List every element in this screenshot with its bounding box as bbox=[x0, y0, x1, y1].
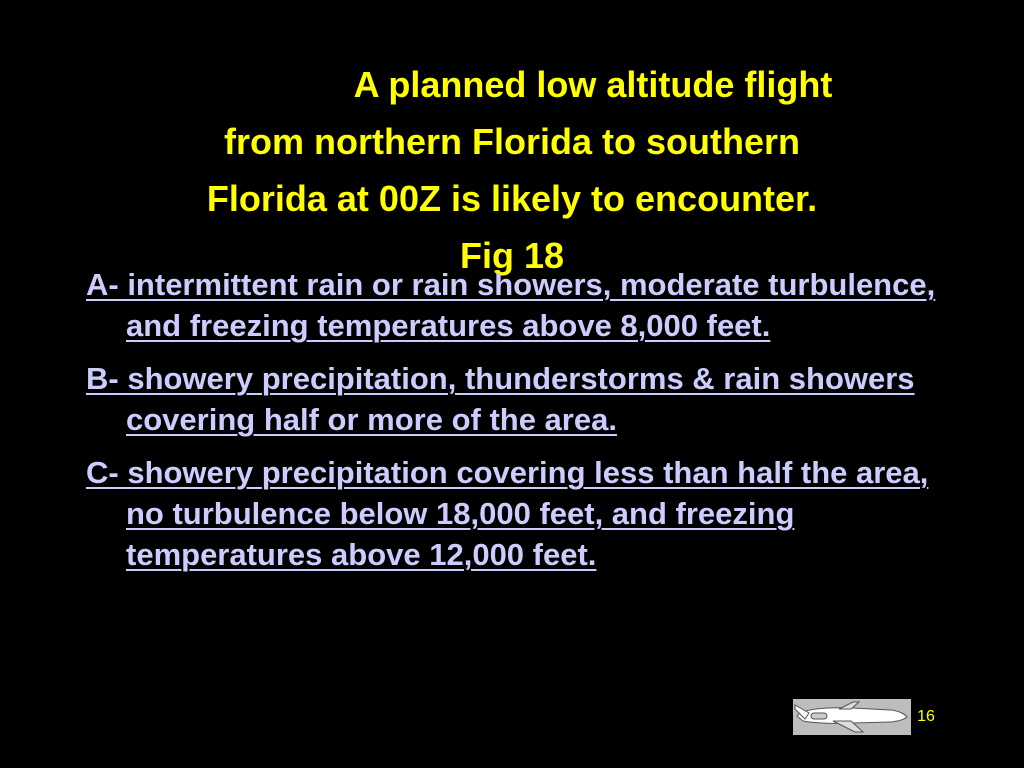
airplane-icon bbox=[793, 699, 911, 735]
question-line: A planned low altitude flight bbox=[353, 64, 833, 105]
question-title bbox=[100, 56, 924, 284]
answer-a-link[interactable]: A- intermittent rain or rain showers, moderate turbulence, and freezing temperatures above 8,000 feet. bbox=[86, 267, 936, 343]
question-line: from northern Florida to southern bbox=[224, 121, 800, 162]
answer-option-a bbox=[86, 264, 946, 346]
question-line: Florida at 00Z is likely to encounter. bbox=[206, 178, 818, 219]
question-line: Fig 18 bbox=[459, 235, 565, 276]
answer-b-link[interactable]: B- showery precipitation, thunderstorms & rain showers covering half or more of the area. bbox=[86, 361, 915, 437]
answer-list bbox=[86, 264, 946, 587]
answer-c-link[interactable]: C- showery precipitation covering less than half the area, no turbulence below 18,000 feet, and freezing temperatures above 12,000 feet. bbox=[86, 455, 929, 572]
answer-option-c bbox=[86, 452, 946, 575]
answer-option-b bbox=[86, 358, 946, 440]
slide-number: 16 bbox=[917, 708, 935, 725]
footer-logo bbox=[793, 699, 911, 735]
